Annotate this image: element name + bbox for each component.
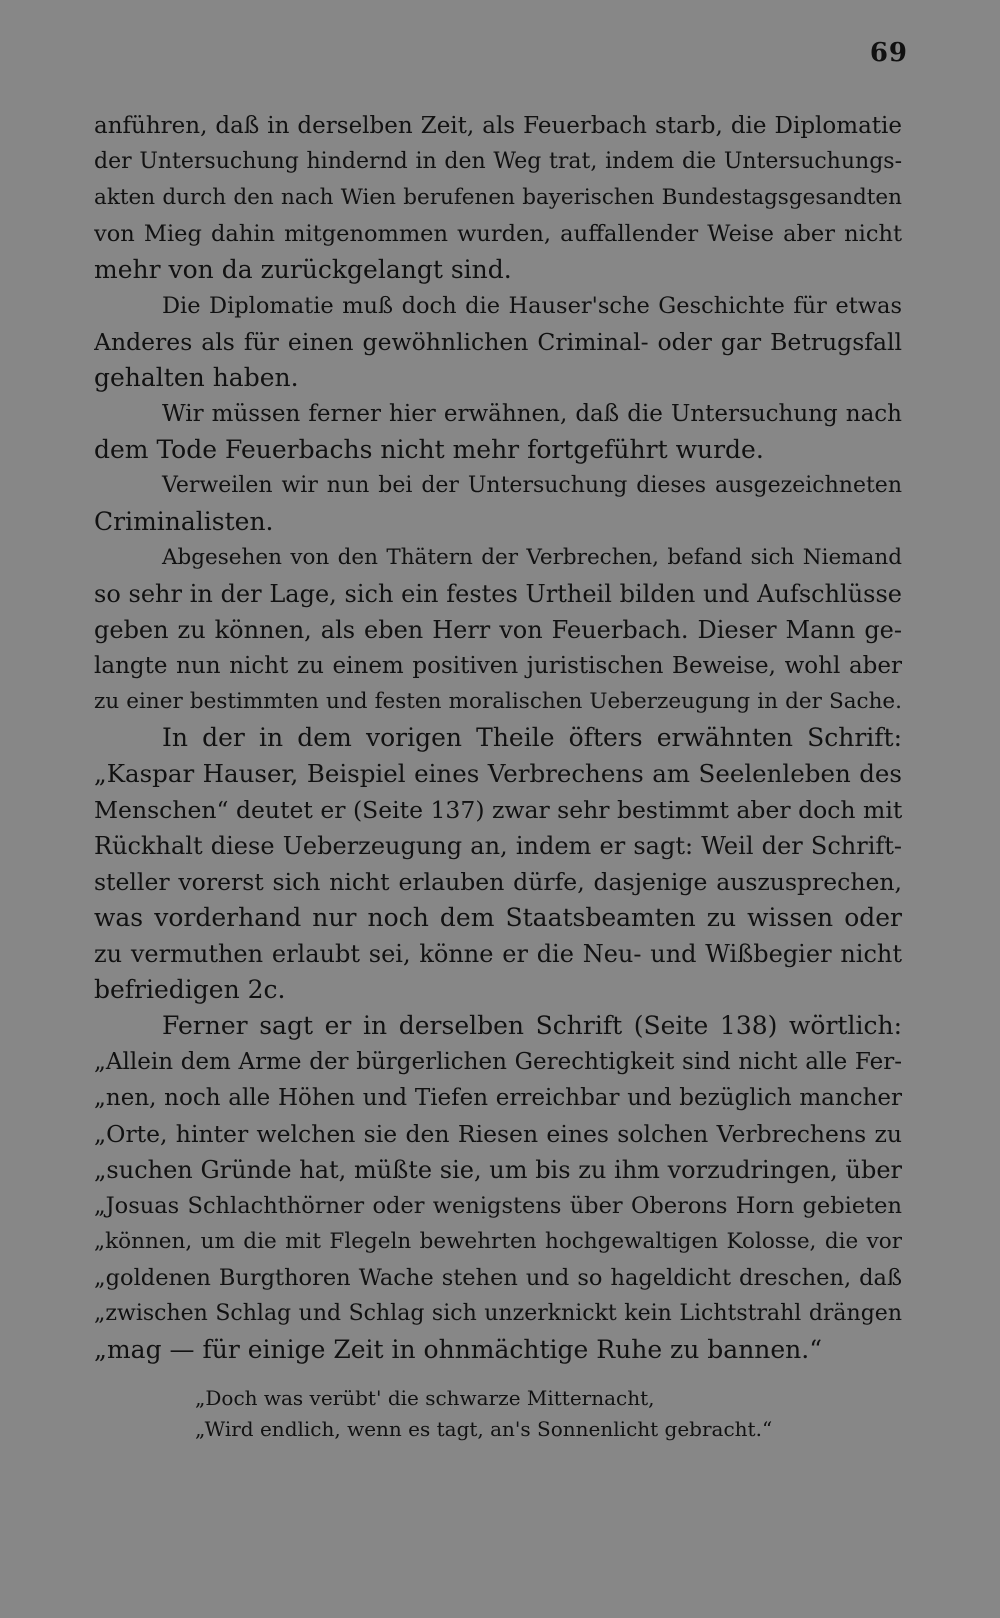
text-line: zu vermuthen erlaubt sei, könne er die Neu- und Wißbegier nicht [94,940,902,968]
text-line: so sehr in der Lage, sich ein festes Urtheil bilden und Aufschlüsse [94,580,902,608]
text-line: mehr von da zurückgelangt sind. [94,255,512,284]
text-line: Ferner sagt er in derselben Schrift (Seite 138) wörtlich: [162,1011,902,1040]
text-line: akten durch den nach Wien berufenen bayerischen Bundestagsgesandten [94,185,902,210]
quote-line: „suchen Gründe hat, müßte sie, um bis zu ihm vorzudringen, über [94,1156,902,1184]
body-text [94,108,902,1368]
quote-line: „können, um die mit Flegeln bewehrten hochgewaltigen Kolosse, die vor [94,1229,902,1254]
text-line: dem Tode Feuerbachs nicht mehr fortgeführt wurde. [94,435,764,464]
text-line: gehalten haben. [94,363,299,392]
text-line: von Mieg dahin mitgenommen wurden, auffallender Weise aber nicht [94,221,902,247]
text-line: Die Diplomatie muß doch die Hauser'sche Geschichte für etwas [162,293,902,319]
quote-line: „Orte, hinter welchen sie den Riesen eines solchen Verbrechens zu [94,1120,902,1148]
quote-line: „goldenen Burgthoren Wache stehen und so hageldicht dreschen, daß [94,1265,902,1291]
text-line: steller vorerst sich nicht erlauben dürfe, dasjenige auszusprechen, [94,868,902,896]
text-line: der Untersuchung hindernd in den Weg trat, indem die Untersuchungs- [94,149,902,174]
page-number: 69 [869,38,908,68]
text-line: zu einer bestimmten und festen moralischen Ueberzeugung in der Sache. [94,689,902,714]
quote-line: „nen, noch alle Höhen und Tiefen erreichbar und bezüglich mancher [94,1085,902,1111]
text-line: Verweilen wir nun bei der Untersuchung dieses ausgezeichneten [162,473,902,498]
text-line: Rückhalt diese Ueberzeugung an, indem er sagt: Weil der Schrift- [94,832,902,860]
text-line: Anderes als für einen gewöhnlichen Criminal- oder gar Betrugsfall [94,328,902,356]
text-line: In der in dem vorigen Theile öfters erwähnten Schrift: [162,723,902,752]
text-line: Menschen“ deutet er (Seite 137) zwar sehr bestimmt aber doch mit [94,796,902,824]
text-line: Criminalisten. [94,507,274,536]
verse-line: „Wird endlich, wenn es tagt, an's Sonnenlicht gebracht.“ [195,1417,773,1441]
quote-line: „mag — für einige Zeit in ohnmächtige Ruhe zu bannen.“ [94,1335,823,1364]
quote-line: „Allein dem Arme der bürgerlichen Gerechtigkeit sind nicht alle Fer- [94,1049,902,1075]
quote-line: „zwischen Schlag und Schlag sich unzerknickt kein Lichtstrahl drängen [94,1301,902,1326]
text-line: „Kaspar Hauser, Beispiel eines Verbrechens am Seelenleben des [94,759,902,788]
text-line: langte nun nicht zu einem positiven juristischen Beweise, wohl aber [94,653,902,679]
text-line: anführen, daß in derselben Zeit, als Feuerbach starb, die Diplomatie [94,113,902,139]
text-line: Abgesehen von den Thätern der Verbrechen, befand sich Niemand [162,545,902,570]
text-line: was vorderhand nur noch dem Staatsbeamten zu wissen oder [94,903,902,932]
text-line: Wir müssen ferner hier erwähnen, daß die Untersuchung nach [162,401,902,427]
text-line: befriedigen 2c. [94,975,286,1004]
verse-line: „Doch was verübt' die schwarze Mitternacht, [195,1386,655,1410]
text-line: geben zu können, als eben Herr von Feuerbach. Dieser Mann ge- [94,616,902,644]
quote-line: „Josuas Schlachthörner oder wenigstens über Oberons Horn gebieten [94,1193,902,1219]
verse-quote [195,1383,815,1445]
